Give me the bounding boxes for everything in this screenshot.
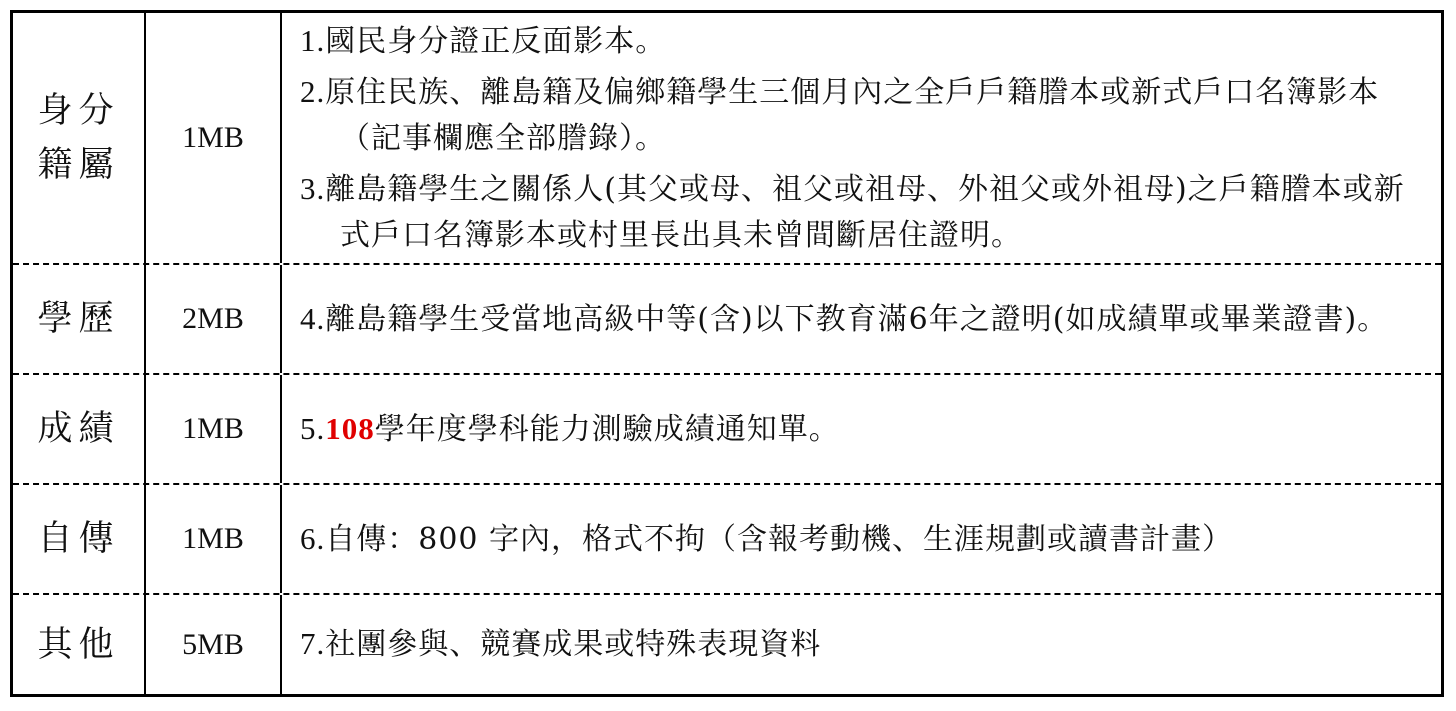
- category-cell: [13, 265, 146, 373]
- category-label: 學歷: [37, 299, 120, 339]
- document-item: [300, 406, 1433, 453]
- size-cell: [146, 485, 282, 593]
- category-label: 身分籍屬: [37, 91, 120, 185]
- description-cell: [282, 595, 1441, 694]
- category-cell: [13, 375, 146, 483]
- table-row: [13, 13, 1441, 263]
- item-number: 5.: [300, 410, 326, 446]
- size-cell: [146, 265, 282, 373]
- requirements-table: [10, 10, 1444, 697]
- category-label: 其他: [37, 624, 120, 665]
- document-item: [300, 621, 1433, 668]
- description-cell: [282, 375, 1441, 483]
- category-cell: [13, 13, 146, 263]
- size-cell: [146, 375, 282, 483]
- item-text: 原住民族、離島籍及偏鄉籍學生三個月內之全戶戶籍謄本或新式戶口名簿影本（記事欄應全部謄錄）。: [325, 74, 1380, 156]
- description-cell: [282, 13, 1441, 263]
- item-number: 6.: [300, 520, 326, 556]
- category-cell: [13, 485, 146, 593]
- item-number: 2.: [300, 73, 326, 109]
- item-text: 社團參與、競賽成果或特殊表現資料: [325, 627, 822, 662]
- size-limit: 1MB: [182, 121, 244, 154]
- document-item: [300, 18, 1433, 65]
- size-limit: 2MB: [182, 302, 244, 335]
- year-highlight: 108: [325, 410, 375, 446]
- description-cell: [282, 265, 1441, 373]
- size-cell: [146, 595, 282, 694]
- table-row: [13, 263, 1441, 373]
- document-item: [300, 296, 1433, 343]
- size-limit: 1MB: [182, 412, 244, 445]
- table-row: [13, 593, 1441, 694]
- item-text: 離島籍學生之關係人(其父或母、祖父或祖母、外祖父或外祖母)之戶籍謄本或新式戶口名簿影本或村里長出具未曾間斷居住證明。: [325, 171, 1405, 253]
- document-item: [300, 516, 1433, 563]
- item-number: 7.: [300, 626, 326, 661]
- category-label: 自傳: [37, 519, 120, 559]
- item-text: 學年度學科能力測驗成績通知單。: [374, 411, 840, 447]
- item-number: 4.: [300, 300, 326, 336]
- size-cell: [146, 13, 282, 263]
- description-cell: [282, 485, 1441, 593]
- item-text: 國民身分證正反面影本。: [325, 23, 667, 59]
- size-limit: 1MB: [182, 522, 244, 555]
- item-text: 離島籍學生受當地高級中等(含)以下教育滿6年之證明(如成績單或畢業證書)。: [325, 301, 1389, 337]
- item-number: 1.: [300, 22, 326, 58]
- table-row: [13, 483, 1441, 593]
- size-limit: 5MB: [182, 627, 244, 661]
- document-item: [300, 69, 1433, 162]
- category-label: 成績: [37, 409, 120, 449]
- category-cell: [13, 595, 146, 694]
- document-item: [300, 166, 1433, 259]
- table-row: [13, 373, 1441, 483]
- item-text: 自傳：800 字內，格式不拘（含報考動機、生涯規劃或讀書計畫）: [325, 521, 1234, 557]
- item-number: 3.: [300, 170, 326, 206]
